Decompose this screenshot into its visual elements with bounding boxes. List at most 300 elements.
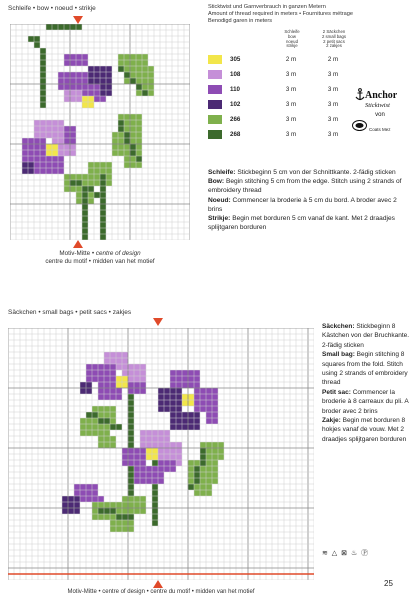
stitch-cell [86,430,92,436]
stitch-cell [176,454,182,460]
stitch-cell [70,138,76,144]
stitch-cell [100,234,106,240]
stitch-cell [136,126,142,132]
amount-bags: 3 m [327,116,339,123]
stitch-cell [118,144,124,150]
stitch-cell [206,442,212,448]
stitch-cell [200,400,206,406]
stitch-cell [98,382,104,388]
stitch-cell [140,442,146,448]
stitch-cell [82,198,88,204]
stitch-cell [40,132,46,138]
stitch-cell [28,162,34,168]
stitch-cell [182,412,188,418]
center-marker-bottom-top [73,240,83,248]
stitch-cell [98,508,104,514]
stitch-cell [104,376,110,382]
stitch-cell [124,54,130,60]
stitch-cell [80,490,86,496]
stitch-cell [218,442,224,448]
stitch-cell [110,520,116,526]
stitch-cell [142,60,148,66]
stitch-cell [164,448,170,454]
stitch-cell [116,520,122,526]
stitch-cell [118,66,124,72]
stitch-cell [122,382,128,388]
stitch-cell [200,448,206,454]
stitch-cell [98,406,104,412]
stitch-cell [212,406,218,412]
stitch-cell [194,490,200,496]
stitch-cell [100,84,106,90]
stitch-cell [128,388,134,394]
stitch-cell [158,400,164,406]
col1-head-line: noeud [286,38,298,44]
anchor-icon [355,88,365,102]
stitch-cell [200,472,206,478]
stitch-cell [136,72,142,78]
stitch-cell [88,96,94,102]
stitch-cell [200,454,206,460]
stitch-cell [146,466,152,472]
legend-header-line: Benodigd garen in meters [208,18,273,24]
stitch-cell [212,418,218,424]
stitch-cell [62,502,68,508]
stitch-cell [158,448,164,454]
stitch-cell [104,430,110,436]
stitch-cell [100,96,106,102]
stitch-cell [128,430,134,436]
stitch-cell [40,72,46,78]
stitch-cell [170,382,176,388]
stitch-cell [164,436,170,442]
stitch-cell [142,66,148,72]
stitch-cell [110,370,116,376]
stitch-cell [212,400,218,406]
stitch-cell [52,24,58,30]
stitch-cell [218,454,224,460]
stitch-cell [110,424,116,430]
stitch-cell [136,132,142,138]
stitch-cell [176,460,182,466]
stitch-cell [40,96,46,102]
stitch-cell [158,442,164,448]
stitch-cell [58,144,64,150]
stitch-cell [128,394,134,400]
stitch-cell [70,186,76,192]
stitch-cell [76,180,82,186]
stitch-cell [128,490,134,496]
amount-bow: 3 m [285,131,297,138]
stitch-cell [106,84,112,90]
top-section-title: Schleife • bow • noeud • strikje [8,5,96,12]
stitch-cell [194,484,200,490]
stitch-cell [64,180,70,186]
stitch-cell [182,400,188,406]
stitch-cell [92,484,98,490]
stitch-cell [52,144,58,150]
stitch-cell [152,466,158,472]
stitch-cell [140,388,146,394]
stitch-cell [122,520,128,526]
stitch-cell [76,174,82,180]
stitch-cell [188,478,194,484]
instructions-bottom [322,322,414,444]
stitch-cell [64,96,70,102]
stitch-cell [164,430,170,436]
stitch-cell [182,382,188,388]
stitch-cell [94,78,100,84]
col2-head-line: 2 petit sacs [323,38,345,44]
stitch-cell [194,478,200,484]
stitch-cell [134,454,140,460]
stitch-cell [86,382,92,388]
instruction-label: Zakje: [322,417,341,425]
legend-swatch [208,100,222,109]
stitch-cell [34,162,40,168]
stitch-cell [100,162,106,168]
stitch-cell [122,526,128,532]
stitch-cell [136,54,142,60]
stitch-cell [128,370,134,376]
stitch-cell [188,400,194,406]
stitch-cell [128,436,134,442]
stitch-cell [158,430,164,436]
stitch-cell [46,168,52,174]
instructions-top [208,168,408,232]
stitch-cell [64,186,70,192]
stitch-cell [106,66,112,72]
stitch-cell [128,478,134,484]
stitch-cell [146,478,152,484]
stitch-cell [122,496,128,502]
stitch-cell [110,526,116,532]
stitch-cell [104,442,110,448]
stitch-cell [58,126,64,132]
stitch-cell [128,484,134,490]
stitch-cell [58,138,64,144]
stitch-cell [52,168,58,174]
stitch-cell [206,454,212,460]
stitch-cell [76,186,82,192]
stitch-cell [98,364,104,370]
stitch-cell [124,162,130,168]
stitch-cell [58,78,64,84]
stitch-cell [142,72,148,78]
stitch-cell [104,412,110,418]
instruction-item [208,177,408,195]
instruction-label: Small bag: [322,351,355,359]
stitch-cell [58,168,64,174]
amount-bow: 3 m [285,116,297,123]
stitch-cell [140,478,146,484]
stitch-cell [104,424,110,430]
instruction-item [322,388,414,416]
stitch-cell [188,370,194,376]
stitch-cell [98,502,104,508]
brand-von: von [375,112,385,118]
stitch-cell [130,150,136,156]
stitch-cell [164,394,170,400]
instruction-label: Strikje: [208,215,231,223]
stitch-cell [98,496,104,502]
stitch-cell [152,442,158,448]
stitch-cell [76,84,82,90]
instruction-text: Stickbeginn 5 cm von der Schnittkante. 2-fädig sticken [235,169,396,176]
stitch-cell [122,370,128,376]
stitch-cell [82,84,88,90]
stitch-cell [140,472,146,478]
stitch-cell [164,466,170,472]
instruction-item [208,196,408,214]
stitch-cell [194,466,200,472]
stitch-cell [82,186,88,192]
stitch-cell [82,96,88,102]
stitch-cell [206,472,212,478]
stitch-cell [118,126,124,132]
stitch-cell [116,526,122,532]
legend-row [208,55,358,65]
stitch-cell [64,24,70,30]
stitch-cell [64,90,70,96]
stitch-cell [104,502,110,508]
stitch-cell [110,406,116,412]
stitch-cell [134,448,140,454]
stitch-cell [92,424,98,430]
stitch-cell [100,222,106,228]
stitch-cell [200,406,206,412]
stitch-cell [88,168,94,174]
stitch-cell [22,150,28,156]
stitch-cell [148,90,154,96]
stitch-cell [194,460,200,466]
stitch-cell [64,174,70,180]
amount-bags: 3 m [327,86,339,93]
stitch-cell [130,120,136,126]
stitch-cell [134,460,140,466]
stitch-cell [100,180,106,186]
amount-bags: 2 m [327,56,339,63]
stitch-cell [28,144,34,150]
stitch-cell [128,364,134,370]
stitch-cell [98,394,104,400]
legend-row [208,70,358,80]
stitch-cell [176,412,182,418]
stitch-cell [140,376,146,382]
stitch-cell [128,442,134,448]
stitch-cell [70,96,76,102]
caption-en: • centre of design [90,250,141,257]
stitch-cell [128,502,134,508]
stitch-cell [212,454,218,460]
stitch-cell [104,352,110,358]
stitch-cell [194,406,200,412]
stitch-cell [122,454,128,460]
stitch-cell [62,496,68,502]
stitch-cell [98,412,104,418]
stitch-cell [136,162,142,168]
stitch-cell [212,388,218,394]
stitch-cell [170,376,176,382]
stitch-cell [188,484,194,490]
instruction-text: Begin met borduren 8 hokjes vanaf de vouw. Met 2 draadjes splijtgaren borduren [322,417,407,443]
stitch-cell [134,388,140,394]
stitch-cell [106,168,112,174]
thread-code: 305 [230,56,241,63]
stitch-cell [92,502,98,508]
stitch-cell [46,162,52,168]
stitch-cell [34,156,40,162]
stitch-cell [92,496,98,502]
stitch-cell [88,78,94,84]
stitch-cell [158,478,164,484]
stitch-cell [200,490,206,496]
stitch-cell [112,144,118,150]
stitch-cell [124,132,130,138]
stitch-cell [100,90,106,96]
stitch-cell [148,72,154,78]
bags-chart [8,328,314,580]
stitch-cell [70,24,76,30]
stitch-cell [40,126,46,132]
stitch-cell [40,60,46,66]
stitch-cell [176,406,182,412]
stitch-cell [176,442,182,448]
stitch-cell [176,376,182,382]
stitch-cell [158,388,164,394]
stitch-cell [140,448,146,454]
stitch-cell [188,412,194,418]
stitch-cell [94,96,100,102]
stitch-cell [200,484,206,490]
stitch-cell [58,120,64,126]
stitch-cell [98,424,104,430]
stitch-cell [206,490,212,496]
stitch-cell [140,454,146,460]
stitch-cell [70,60,76,66]
stitch-cell [76,60,82,66]
stitch-cell [62,508,68,514]
stitch-cell [118,120,124,126]
stitch-cell [74,508,80,514]
stitch-cell [194,376,200,382]
stitch-cell [106,162,112,168]
stitch-cell [128,376,134,382]
stitch-cell [112,132,118,138]
stitch-cell [128,520,134,526]
instruction-text: Begin met borduren 5 cm vanaf de kant. Met 2 draadjes splijtgaren borduren [208,215,395,232]
stitch-cell [80,382,86,388]
stitch-cell [124,138,130,144]
coats-badge-icon [352,120,367,131]
stitch-cell [98,376,104,382]
stitch-cell [40,66,46,72]
stitch-cell [98,442,104,448]
stitch-cell [130,114,136,120]
thread-code: 268 [230,131,241,138]
stitch-cell [110,388,116,394]
stitch-cell [130,126,136,132]
stitch-cell [124,150,130,156]
stitch-cell [76,198,82,204]
stitch-cell [88,90,94,96]
stitch-cell [40,168,46,174]
stitch-cell [134,502,140,508]
stitch-cell [170,412,176,418]
stitch-cell [86,424,92,430]
instruction-label: Säckchen: [322,323,355,330]
stitch-cell [100,186,106,192]
stitch-cell [194,394,200,400]
stitch-cell [110,382,116,388]
stitch-cell [58,24,64,30]
stitch-cell [212,412,218,418]
stitch-cell [188,460,194,466]
stitch-cell [130,54,136,60]
stitch-cell [134,496,140,502]
stitch-cell [82,174,88,180]
legend-header-line: Amount of thread required in meters • Fournitures métrage [208,11,353,17]
stitch-cell [34,126,40,132]
stitch-cell [124,114,130,120]
stitch-cell [152,496,158,502]
stitch-cell [194,382,200,388]
stitch-cell [128,382,134,388]
stitch-cell [206,478,212,484]
instruction-item [322,350,414,388]
stitch-cell [218,448,224,454]
stitch-cell [118,132,124,138]
stitch-cell [142,54,148,60]
stitch-cell [124,60,130,66]
stitch-cell [98,418,104,424]
stitch-cell [88,66,94,72]
stitch-cell [92,376,98,382]
stitch-cell [128,400,134,406]
stitch-cell [58,132,64,138]
stitch-cell [40,144,46,150]
stitch-cell [140,508,146,514]
stitch-cell [76,24,82,30]
stitch-cell [98,430,104,436]
stitch-cell [200,466,206,472]
stitch-cell [134,466,140,472]
stitch-cell [212,472,218,478]
stitch-cell [110,394,116,400]
stitch-cell [40,54,46,60]
stitch-cell [46,24,52,30]
stitch-cell [188,418,194,424]
stitch-cell [82,192,88,198]
stitch-cell [194,370,200,376]
stitch-cell [80,418,86,424]
stitch-cell [52,120,58,126]
stitch-cell [130,156,136,162]
instruction-item [208,214,408,232]
stitch-cell [206,400,212,406]
stitch-cell [116,394,122,400]
stitch-cell [58,84,64,90]
instruction-item [322,416,414,444]
stitch-cell [152,460,158,466]
stitch-cell [88,198,94,204]
center-marker-top [73,16,83,24]
stitch-cell [170,424,176,430]
bottom-section-title: Säckchen • small bags • petit sacs • zakjes [8,309,132,316]
center-marker-bottom [153,318,163,326]
stitch-cell [122,502,128,508]
stitch-cell [130,66,136,72]
